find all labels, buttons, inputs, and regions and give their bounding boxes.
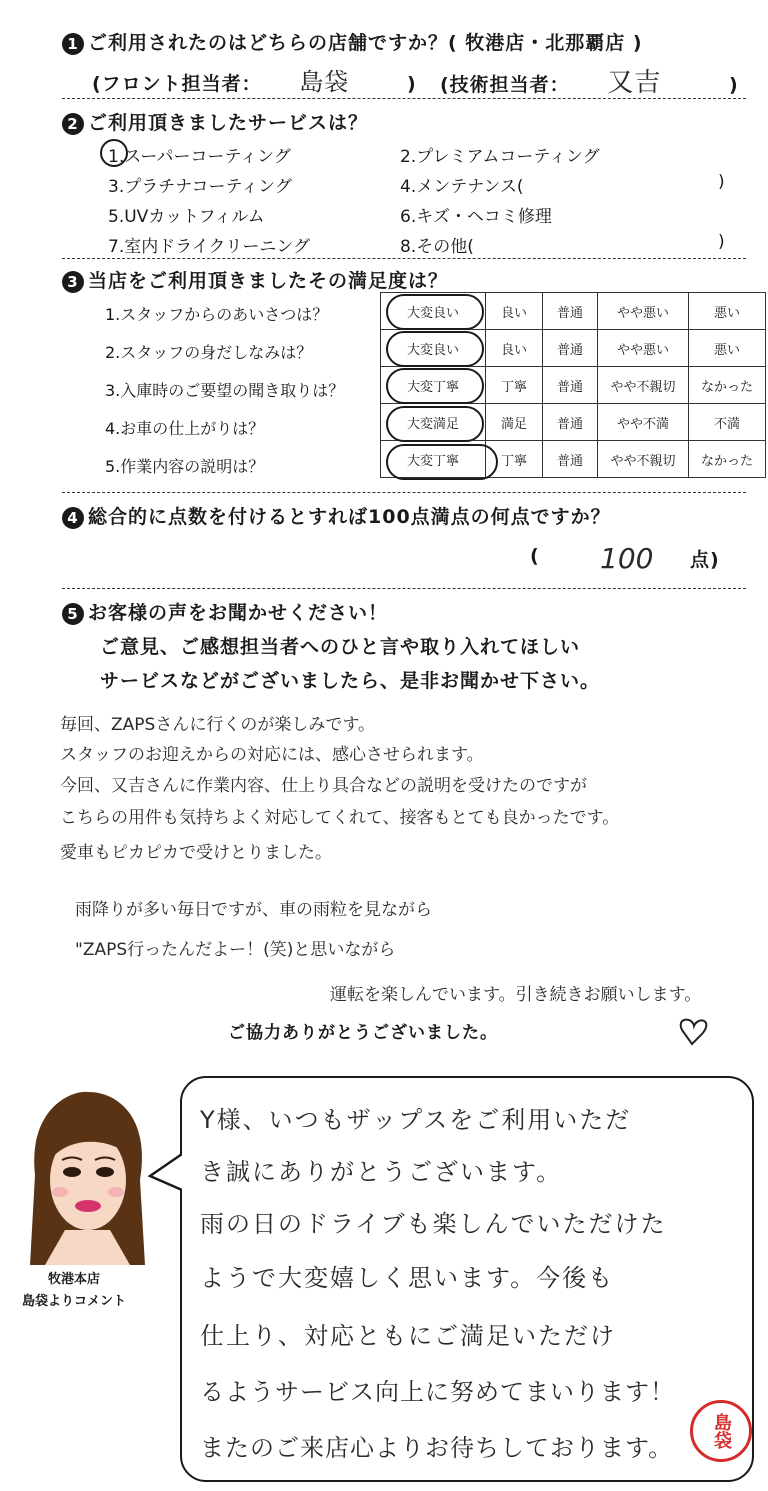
service-option: 5.UVカットフィルム (108, 207, 265, 227)
reply-line: 雨の日のドライブも楽しんでいただけた (200, 1210, 667, 1238)
table-cell: やや不親切 (598, 441, 689, 478)
question-1 (62, 28, 643, 55)
table-cell: 普通 (543, 441, 598, 478)
question-number: 4 (62, 507, 84, 529)
table-cell: 不満 (689, 404, 766, 441)
question-number: 5 (62, 603, 84, 625)
question-text: ご利用頂きましたサービスは？ (88, 112, 369, 134)
reply-line: Y様、いつもザップスをご利用いただ (200, 1106, 632, 1134)
question-text: ご利用されたのはどちらの店舗ですか？( 牧港店・北那覇店 ) (88, 32, 643, 54)
question-number: 3 (62, 271, 84, 293)
tech-staff-field (440, 62, 739, 99)
selection-circle (386, 294, 484, 330)
table-cell: 良い (486, 330, 543, 367)
reply-line: るようサービス向上に努めてまいります！ (200, 1378, 675, 1406)
reply-line: き誠にありがとうございます。 (200, 1158, 563, 1186)
table-cell: 普通 (543, 330, 598, 367)
comment-line: "ZAPS行ったんだよー！(笑)と思いながら (75, 940, 396, 960)
question-text: 当店をご利用頂きましたその満足度は？ (88, 270, 449, 292)
front-staff-close: ) (406, 73, 417, 95)
divider (62, 98, 746, 99)
heart-doodle-icon (672, 1010, 720, 1058)
score-open: ( (530, 545, 540, 567)
satisfaction-row-label: 2.スタッフの身だしなみは？ (105, 343, 313, 362)
selection-circle (386, 368, 484, 404)
reply-line: 仕上り、対応ともにご満足いただけ (200, 1322, 616, 1350)
question-4 (62, 502, 611, 529)
table-cell: 大変良い (381, 330, 486, 367)
question-number: 1 (62, 33, 84, 55)
front-staff-label: (フロント担当者： (92, 73, 262, 95)
service-option: 6.キズ・ヘコミ修理 (400, 207, 552, 227)
table-cell: なかった (689, 441, 766, 478)
front-staff-value: 島袋 (299, 68, 350, 96)
divider (62, 492, 746, 493)
bubble-tail (148, 1150, 188, 1200)
service-option: 7.室内ドライクリーニング (108, 237, 311, 257)
divider (62, 258, 746, 259)
table-cell: 普通 (543, 367, 598, 404)
shop-name: 牧港本店 (48, 1272, 101, 1287)
service-option: 2.プレミアムコーティング (400, 147, 600, 167)
table-cell: なかった (689, 367, 766, 404)
comment-line: 今回、又吉さんに作業内容、仕上り具合などの説明を受けたのですが (60, 776, 587, 796)
service-option: 3.プラチナコーティング (108, 177, 292, 197)
table-cell: 普通 (543, 404, 598, 441)
table-cell: やや悪い (598, 293, 689, 330)
service-option: 1.スーパーコーティング (108, 147, 291, 167)
question-2 (62, 108, 368, 135)
comment-line: 愛車もピカピカで受けとりました。 (60, 843, 332, 863)
question-5 (62, 598, 388, 625)
table-cell: やや不満 (598, 404, 689, 441)
question-5-line3: サービスなどがございましたら、是非お聞かせ下さい。 (100, 670, 601, 692)
service-option: 4.メンテナンス( (400, 177, 524, 197)
table-cell: 良い (486, 293, 543, 330)
table-cell: やや悪い (598, 330, 689, 367)
seal-stamp-icon: 島袋 (690, 1400, 752, 1462)
table-cell: やや不親切 (598, 367, 689, 404)
comment-line: 毎回、ZAPSさんに行くのが楽しみです。 (60, 715, 375, 735)
front-staff-field (92, 62, 417, 97)
selection-circle (386, 406, 484, 442)
table-cell: 大変満足 (381, 404, 486, 441)
tech-staff-label: (技術担当者： (440, 74, 570, 96)
table-cell: 大変丁寧 (381, 367, 486, 404)
staff-caption: 島袋よりコメント (22, 1294, 127, 1309)
tech-staff-close: ) (728, 74, 739, 96)
staff-portrait (10, 1080, 160, 1290)
table-cell: 大変良い (381, 293, 486, 330)
satisfaction-row-label: 5.作業内容の説明は？ (105, 457, 265, 476)
score-unit: 点) (690, 549, 720, 571)
table-cell: 悪い (689, 293, 766, 330)
score-value: 100 (600, 542, 654, 575)
comment-line: 雨降りが多い毎日ですが、車の雨粒を見ながら (75, 900, 432, 920)
comment-line: 運転を楽しんでいます。引き続きお願いします。 (330, 985, 702, 1005)
question-number: 2 (62, 113, 84, 135)
avatar (10, 1080, 160, 1280)
comment-line: こちらの用件も気持ちよく対応してくれて、接客もとても良かったです。 (60, 808, 620, 828)
question-5-line2: ご意見、ご感想担当者へのひと言や取り入れてほしい (100, 636, 581, 658)
close-paren: ) (718, 172, 725, 192)
divider (62, 588, 746, 589)
question-text: 総合的に点数を付けるとすれば100点満点の何点ですか？ (88, 506, 611, 528)
selection-circle (100, 139, 128, 167)
selection-circle (386, 331, 484, 367)
table-cell: 丁寧 (486, 367, 543, 404)
comment-line: スタッフのお迎えからの対応には、感心させられます。 (60, 745, 484, 765)
table-cell: 普通 (543, 293, 598, 330)
satisfaction-row-label: 4.お車の仕上がりは？ (105, 419, 265, 438)
question-3 (62, 266, 448, 293)
close-paren: ) (718, 232, 725, 252)
service-option: 8.その他( (400, 237, 474, 257)
satisfaction-row-label: 1.スタッフからのあいさつは？ (105, 305, 329, 324)
table-cell: 丁寧 (486, 441, 543, 478)
question-text: お客様の声をお聞かせください！ (88, 602, 389, 624)
selection-circle (386, 444, 498, 480)
table-cell: 大変丁寧 (381, 441, 486, 478)
reply-line: ようで大変嬉しく思います。今後も (200, 1264, 615, 1292)
thanks-text: ご協力ありがとうございました。 (228, 1023, 498, 1043)
satisfaction-row-label: 3.入庫時のご要望の聞き取りは？ (105, 381, 345, 400)
table-cell: 満足 (486, 404, 543, 441)
table-cell: 悪い (689, 330, 766, 367)
reply-line: またのご来店心よりお待ちしております。 (200, 1434, 674, 1462)
tech-staff-value: 又吉 (607, 68, 662, 98)
